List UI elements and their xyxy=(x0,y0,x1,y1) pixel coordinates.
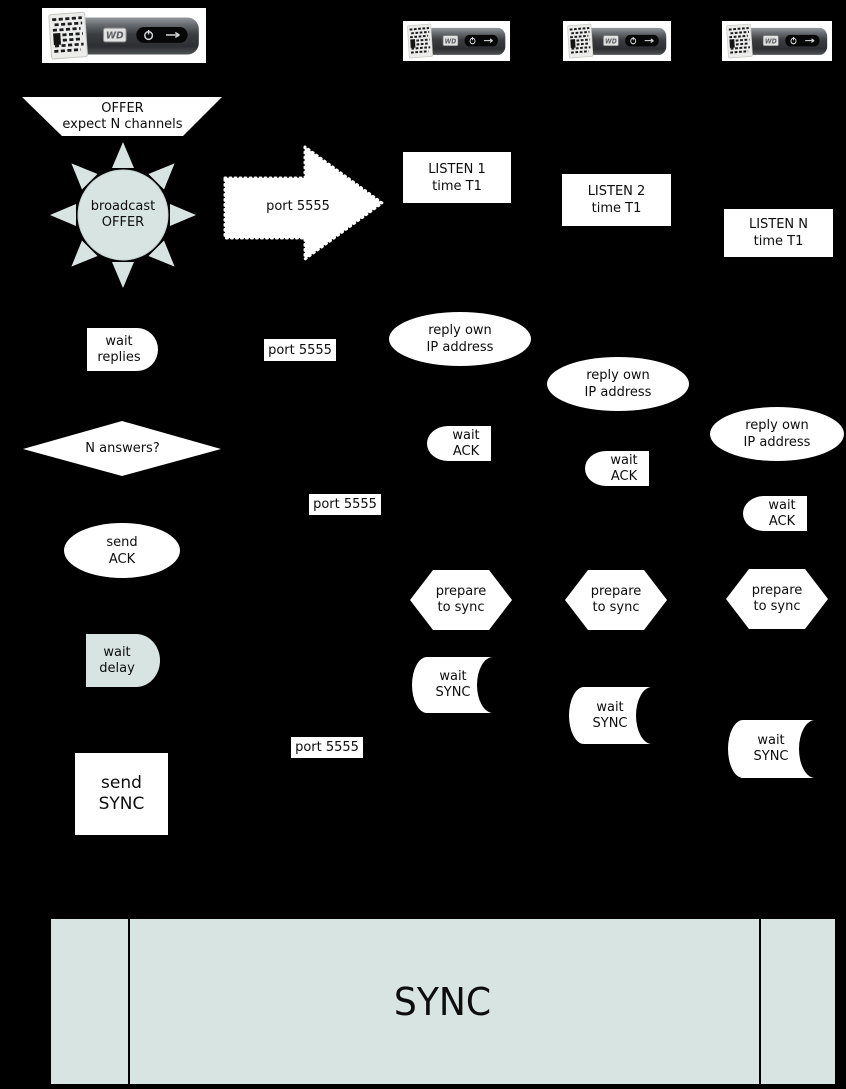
prepare1-line2: to sync xyxy=(437,600,485,615)
reply-ip-step-2 xyxy=(547,357,689,411)
listen-step-n xyxy=(724,209,833,257)
reply2-line2: IP address xyxy=(584,385,652,400)
wait-sync1-line1: wait xyxy=(439,669,467,684)
listen1-line1: LISTEN 1 xyxy=(428,161,486,177)
broadcast-offer-burst-shape xyxy=(50,142,196,290)
reply-ip-step-n xyxy=(710,407,844,461)
wait-delay-shape xyxy=(86,634,160,687)
port-label-2 xyxy=(309,494,381,515)
listen2-line1: LISTEN 2 xyxy=(587,184,646,199)
prepare2-line2: to sync xyxy=(592,600,640,615)
wait-sync-shape-n xyxy=(728,720,815,778)
port-arrow-text: port 5555 xyxy=(266,199,330,214)
offer-line2: expect N channels xyxy=(62,116,183,132)
port-label-3-text: port 5555 xyxy=(295,740,359,755)
wait-delay-line1: wait xyxy=(103,644,131,660)
sync-bar-label xyxy=(143,917,742,1086)
wait-replies-shape xyxy=(87,328,158,371)
wait-ack2-line1: wait xyxy=(610,452,638,468)
listen-step-1 xyxy=(403,152,511,203)
wait-delay-line2: delay xyxy=(99,660,135,676)
port-label-1-text: port 5555 xyxy=(268,342,332,358)
listen1-line2: time T1 xyxy=(432,178,482,194)
wait-sync2-line2: SYNC xyxy=(592,715,628,731)
replyN-line1: reply own xyxy=(745,418,809,433)
reply1-line2: IP address xyxy=(426,340,494,355)
prepare-sync-shape-1 xyxy=(410,570,512,630)
reply-ip-step-1 xyxy=(389,312,531,366)
prepare2-line1: prepare xyxy=(590,584,642,599)
wait-syncN-line2: SYNC xyxy=(753,749,789,764)
prepare-sync-shape-n xyxy=(726,569,828,629)
wait-syncN-line1: wait xyxy=(757,733,785,748)
broadcast-line1: broadcast xyxy=(90,199,156,214)
send-ack-line1: send xyxy=(106,534,138,550)
wait-ackN-line2: ACK xyxy=(768,513,796,529)
listenN-line2: time T1 xyxy=(753,234,804,249)
channel1-device-image xyxy=(403,21,510,61)
wait-ack1-line1: wait xyxy=(452,427,480,443)
port-arrow-shape xyxy=(225,145,387,263)
broadcast-line2: OFFER xyxy=(101,215,145,230)
wait-sync-shape-2 xyxy=(569,687,652,744)
wait-sync2-line1: wait xyxy=(596,699,624,715)
send-sync-line1: send xyxy=(101,773,142,793)
wait-sync1-line2: SYNC xyxy=(435,685,471,700)
prepare-sync-shape-2 xyxy=(565,570,667,630)
send-ack-line2: ACK xyxy=(108,551,136,567)
reply2-line1: reply own xyxy=(586,368,650,383)
listenN-line1: LISTEN N xyxy=(748,217,809,232)
wait-ack2-line2: ACK xyxy=(610,468,638,484)
sync-bar-text: SYNC xyxy=(393,979,492,1024)
wait-ack-shape-1 xyxy=(427,426,491,461)
prepare1-line1: prepare xyxy=(435,584,487,599)
wait-replies-line2: replies xyxy=(97,349,141,365)
send-sync-step xyxy=(75,753,168,835)
sync-bar-divider-2 xyxy=(759,919,761,1084)
n-answers-decision-shape xyxy=(23,421,222,477)
port-label-1 xyxy=(264,339,336,361)
offer-line1: OFFER xyxy=(101,100,144,116)
channelN-device-image xyxy=(722,21,832,61)
listen2-line2: time T1 xyxy=(591,201,642,216)
wait-sync-shape-1 xyxy=(412,657,493,713)
reply1-line1: reply own xyxy=(428,323,492,338)
port-label-2-text: port 5555 xyxy=(313,497,377,512)
prepareN-line1: prepare xyxy=(751,583,803,598)
n-answers-text: N answers? xyxy=(85,441,160,456)
port-label-3 xyxy=(291,737,363,758)
wait-ack1-line2: ACK xyxy=(452,443,480,459)
wait-ack-shape-n xyxy=(743,496,807,531)
offer-step-shape xyxy=(22,97,223,137)
send-ack-step xyxy=(64,523,180,578)
wait-replies-line1: wait xyxy=(105,333,133,349)
replyN-line2: IP address xyxy=(743,435,811,450)
listen-step-2 xyxy=(562,174,671,226)
channel2-device-image xyxy=(563,21,671,61)
send-sync-line2: SYNC xyxy=(98,794,145,814)
wait-ack-shape-2 xyxy=(585,451,649,486)
sync-bar-divider-1 xyxy=(128,919,130,1084)
wait-ackN-line1: wait xyxy=(768,497,796,513)
prepareN-line2: to sync xyxy=(753,599,801,614)
coordinator-device-image xyxy=(42,8,206,63)
